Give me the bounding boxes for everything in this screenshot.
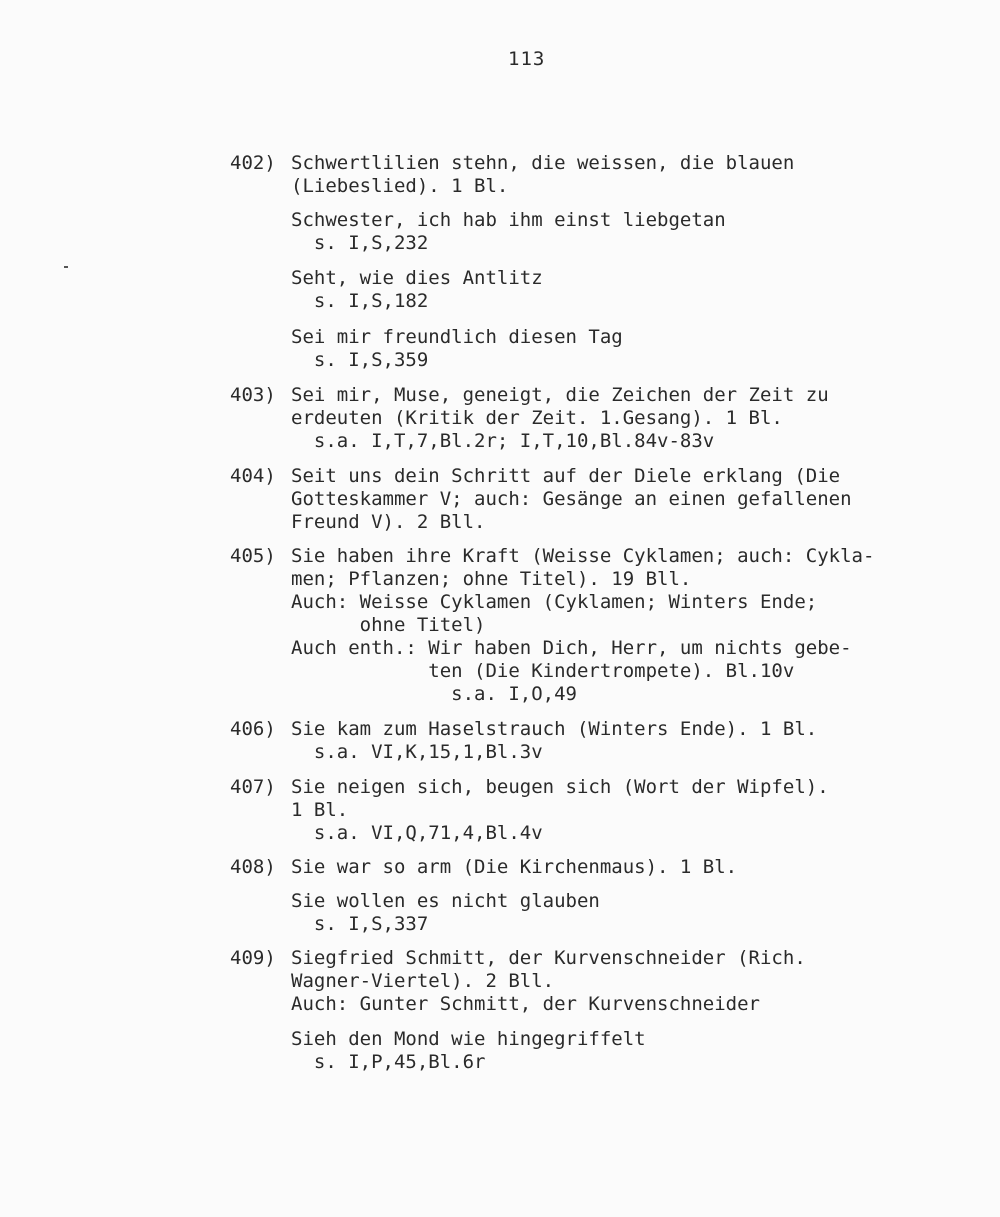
- entry-line: s. I,S,182: [291, 290, 429, 312]
- entry-line: erdeuten (Kritik der Zeit. 1.Gesang). 1 Bl.: [291, 407, 783, 429]
- entry-line: Gotteskammer V; auch: Gesänge an einen gefallenen: [291, 488, 852, 510]
- entry-line: Sieh den Mond wie hingegriffelt: [291, 1028, 646, 1050]
- entry-number: 409): [230, 947, 276, 969]
- entry-line: Sie war so arm (Die Kirchenmaus). 1 Bl.: [291, 856, 738, 878]
- entry-number: 407): [230, 776, 276, 798]
- entry-line: Seit uns dein Schritt auf der Diele erklang (Die: [291, 465, 841, 487]
- paper-speck: [64, 266, 68, 268]
- entry-line: s. I,S,359: [291, 349, 429, 371]
- entry-line: s.a. I,O,49: [291, 683, 577, 705]
- entry-line: Sei mir, Muse, geneigt, die Zeichen der Zeit zu: [291, 384, 829, 406]
- entry-line: Sie wollen es nicht glauben: [291, 890, 600, 912]
- entry-line: s. I,S,337: [291, 913, 429, 935]
- entry-line: Sie haben ihre Kraft (Weisse Cyklamen; auch: Cykla-: [291, 545, 875, 567]
- page-number: 113: [508, 48, 546, 70]
- entry-line: ten (Die Kindertrompete). Bl.10v: [291, 660, 795, 682]
- entry-number: 403): [230, 384, 276, 406]
- entry-line: Schwester, ich hab ihm einst liebgetan: [291, 209, 726, 231]
- entry-number: 405): [230, 545, 276, 567]
- entry-line: (Liebeslied). 1 Bl.: [291, 175, 509, 197]
- entry-line: Auch: Gunter Schmitt, der Kurvenschneider: [291, 993, 760, 1015]
- entry-line: s.a. VI,Q,71,4,Bl.4v: [291, 822, 543, 844]
- entry-line: s.a. I,T,7,Bl.2r; I,T,10,Bl.84v-83v: [291, 430, 715, 452]
- entry-line: s. I,S,232: [291, 232, 429, 254]
- entry-line: Auch: Weisse Cyklamen (Cyklamen; Winters Ende;: [291, 591, 818, 613]
- entry-line: ohne Titel): [291, 614, 486, 636]
- entry-line: Sei mir freundlich diesen Tag: [291, 326, 623, 348]
- entry-number: 406): [230, 718, 276, 740]
- entry-line: men; Pflanzen; ohne Titel). 19 Bll.: [291, 568, 692, 590]
- entry-line: Siegfried Schmitt, der Kurvenschneider (Rich.: [291, 947, 806, 969]
- entry-line: Freund V). 2 Bll.: [291, 511, 486, 533]
- entry-line: 1 Bl.: [291, 799, 349, 821]
- entry-line: Sie kam zum Haselstrauch (Winters Ende). 1 Bl.: [291, 718, 818, 740]
- entry-number: 402): [230, 152, 276, 174]
- entry-line: s.a. VI,K,15,1,Bl.3v: [291, 741, 543, 763]
- entry-line: Schwertlilien stehn, die weissen, die blauen: [291, 152, 795, 174]
- entry-number: 408): [230, 856, 276, 878]
- entry-line: Wagner-Viertel). 2 Bll.: [291, 970, 555, 992]
- entry-line: Seht, wie dies Antlitz: [291, 267, 543, 289]
- entry-line: Auch enth.: Wir haben Dich, Herr, um nichts gebe-: [291, 637, 852, 659]
- entry-line: s. I,P,45,Bl.6r: [291, 1051, 486, 1073]
- entry-number: 404): [230, 465, 276, 487]
- entry-line: Sie neigen sich, beugen sich (Wort der Wipfel).: [291, 776, 829, 798]
